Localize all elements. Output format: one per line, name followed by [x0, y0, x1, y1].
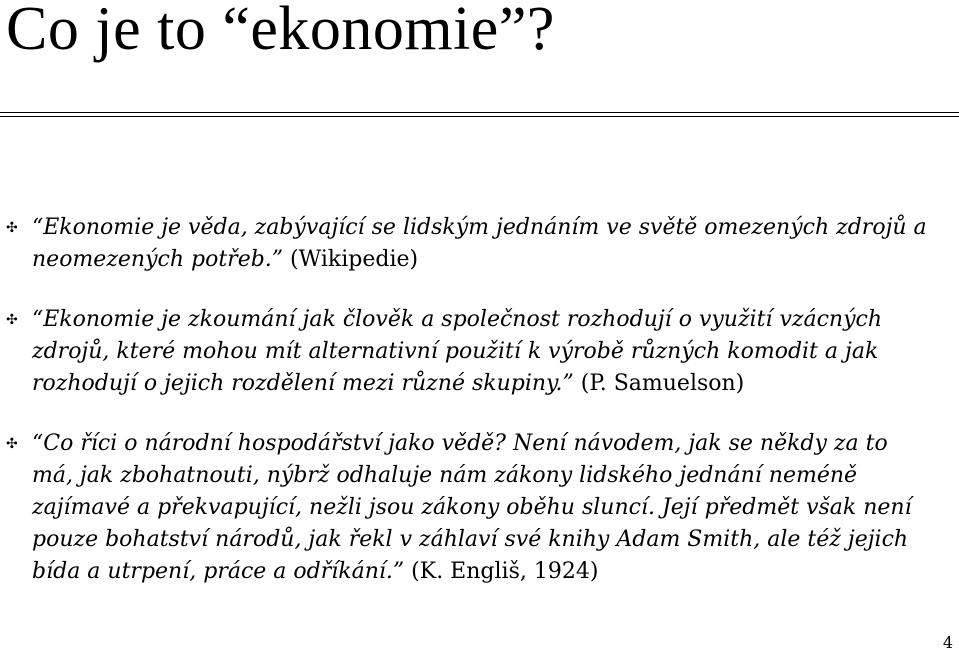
bullet-item-wikipedia: [0, 212, 959, 276]
quote-attribution: (K. Engliš, 1924): [404, 559, 599, 584]
slide-title: Co je to “ekonomie”?: [6, 0, 555, 63]
quote-text: “Ekonomie je věda, zabývající se lidským jednáním ve světě omezených zdrojů a neomezených potřeb.”: [32, 215, 927, 272]
bullet-marker-icon: ✣: [6, 436, 18, 452]
title-divider-secondary: [0, 116, 959, 117]
title-divider: [0, 112, 959, 113]
bullet-marker-icon: ✣: [6, 312, 18, 328]
page-number: 4: [942, 633, 953, 652]
quote-attribution: (P. Samuelson): [573, 371, 745, 396]
bullet-list: [0, 212, 959, 616]
quote-text: “Co říci o národní hospodářství jako vědě? Není návodem, jak se někdy za to má, jak zbohatnouti, nýbrž odhaluje nám zákony lidského jednání neméně zajímavé a překvapující, nežli jsou zákony oběhu sluncí. Její předmět však není pouze bohatství národů, jak řekl v záhlaví své knihy Adam Smith, ale též jejich bída a utrpení, práce a odříkání.”: [32, 431, 912, 584]
bullet-item-englis: [0, 428, 959, 588]
bullet-marker-icon: ✣: [6, 220, 18, 236]
quote-attribution: (Wikipedie): [283, 247, 419, 272]
bullet-item-samuelson: [0, 304, 959, 400]
quote-text: “Ekonomie je zkoumání jak člověk a společnost rozhodují o využití vzácných zdrojů, které mohou mít alternativní použití k výrobě různých komodit a jak rozhodují o jejich rozdělení mezi různé skupiny.”: [32, 307, 883, 396]
